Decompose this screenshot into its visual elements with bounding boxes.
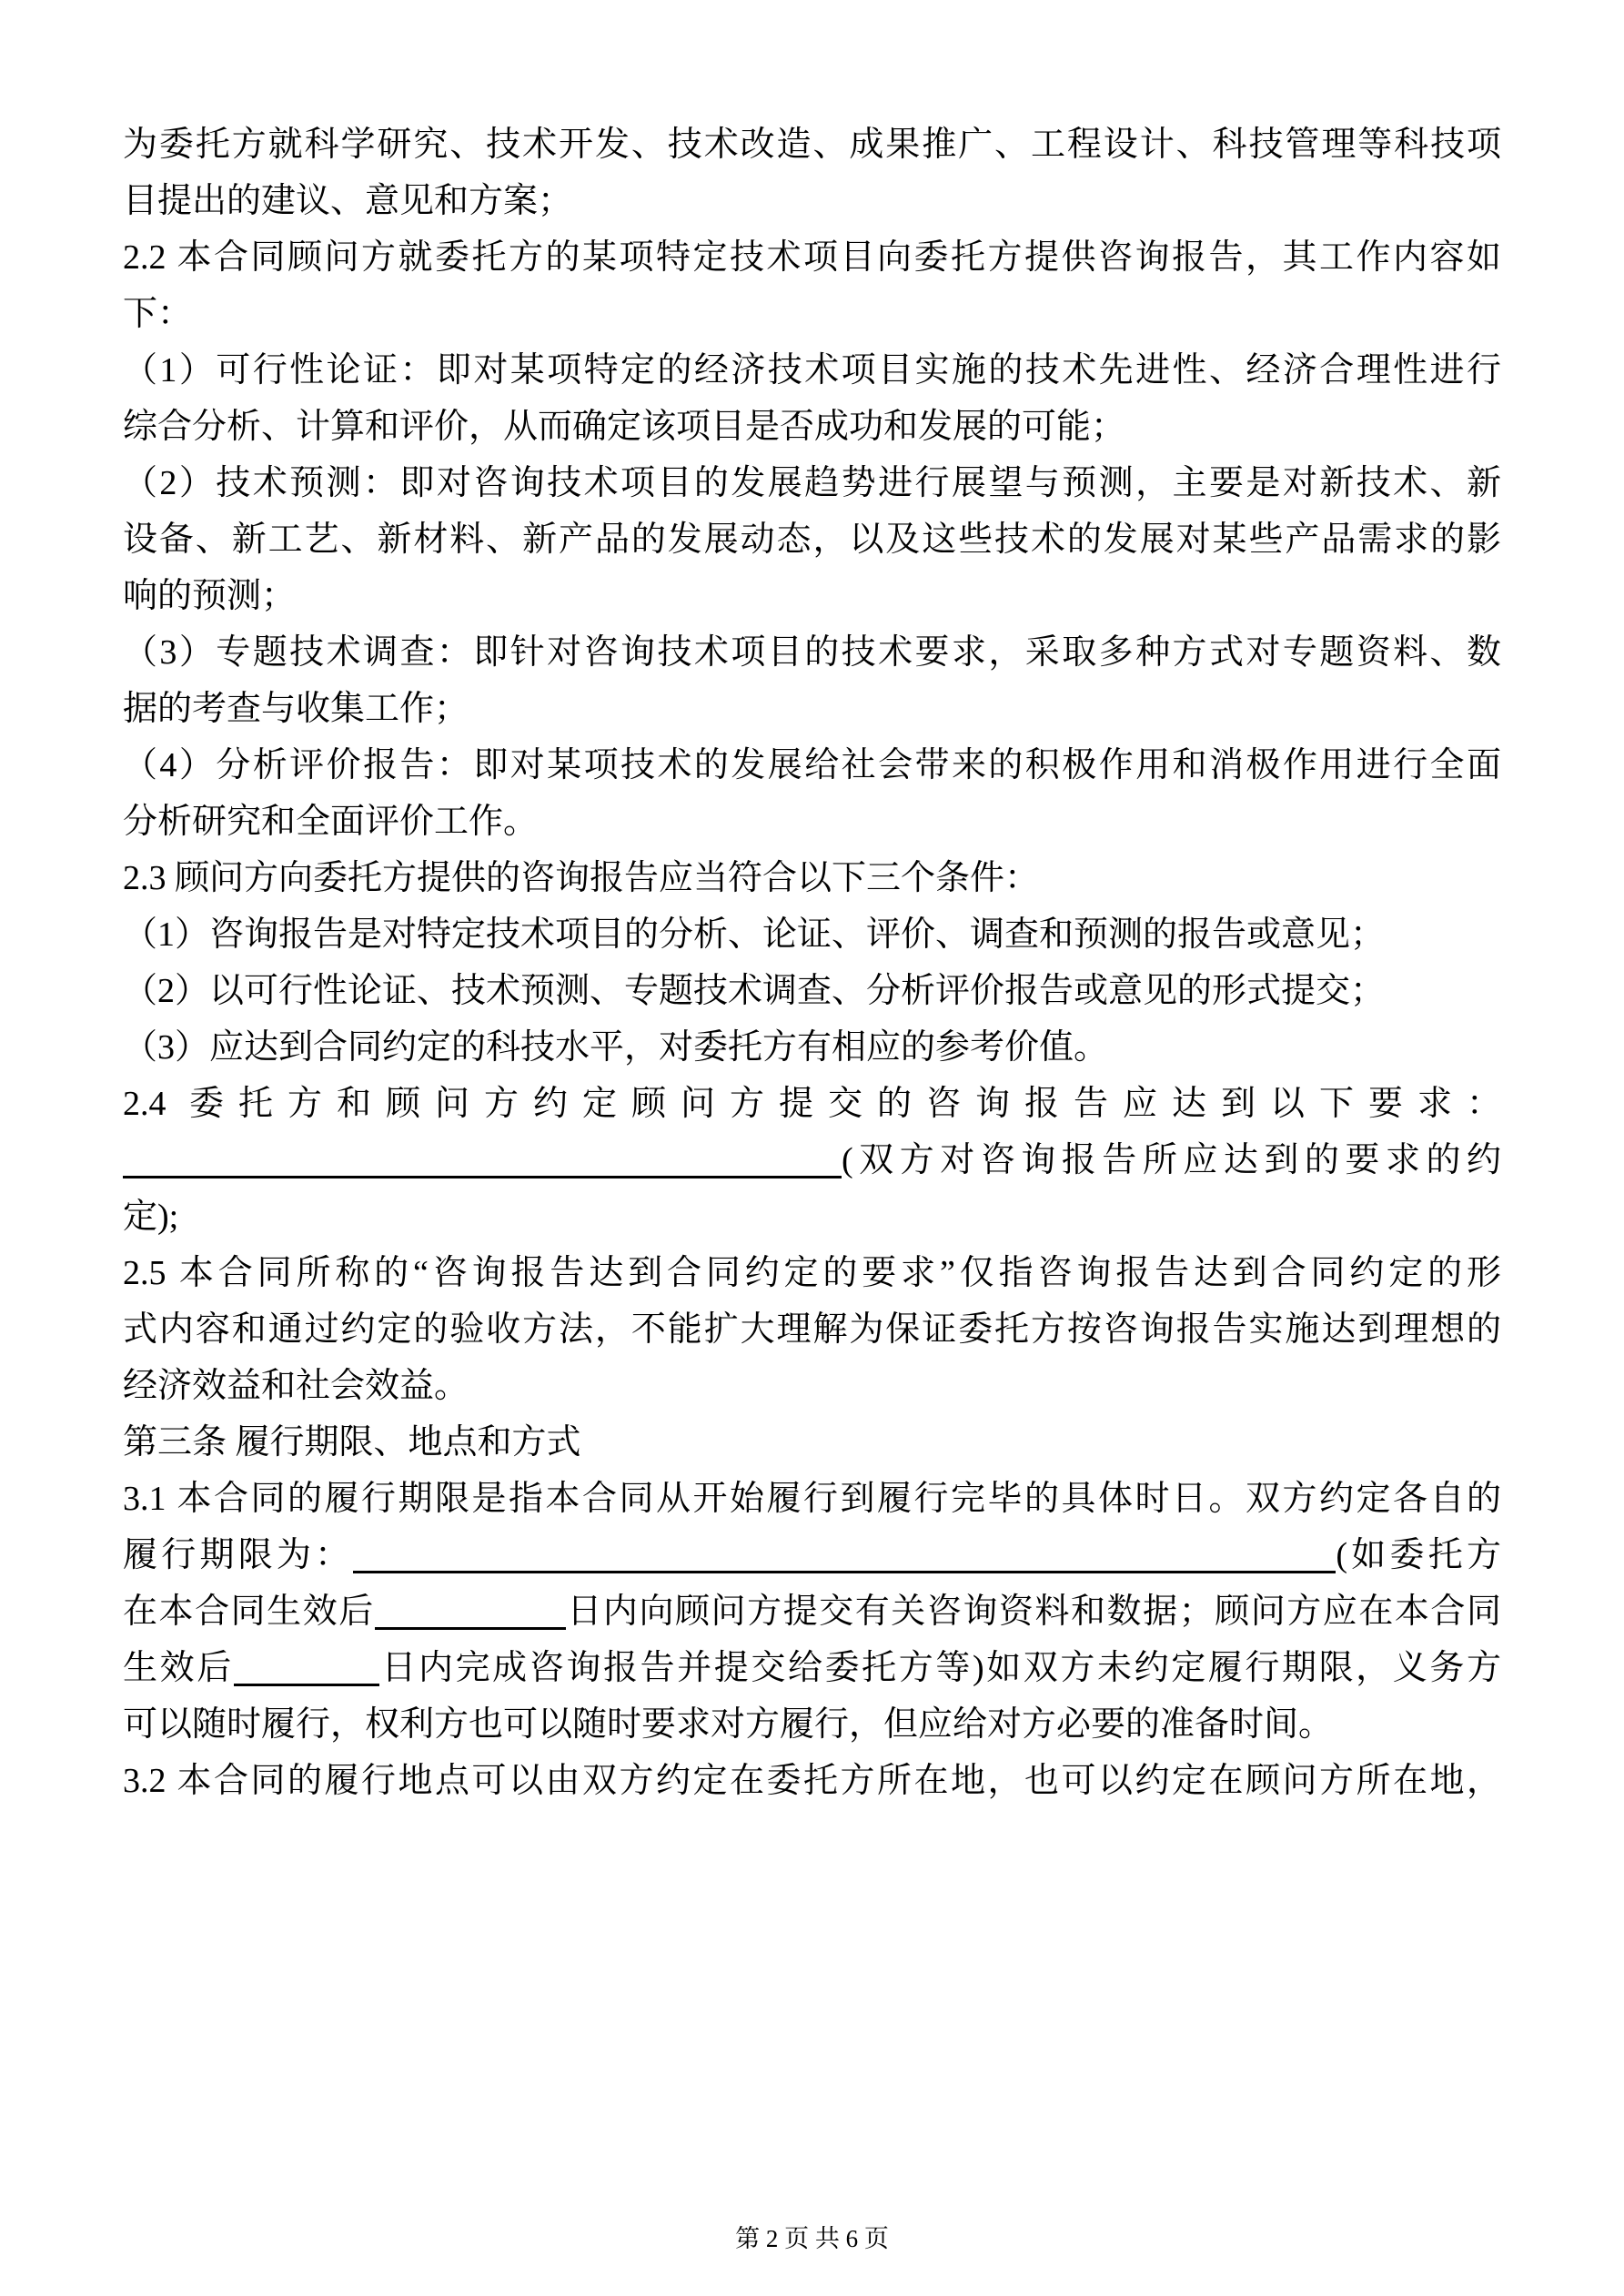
- document-line: [123, 1358, 1501, 1414]
- text-run: 日内完成咨询报告并提交给委托方等)如双方未约定履行期限，义务方: [378, 1649, 1501, 1687]
- text-run: 据的考查与收集工作；: [123, 690, 469, 728]
- text-run: 生效后: [123, 1649, 234, 1687]
- text-run: （2）以可行性论证、技术预测、专题技术调查、分析评价报告或意见的形式提交；: [123, 972, 1386, 1010]
- text-run: 分析研究和全面评价工作。: [123, 803, 539, 841]
- text-run: （4）分析评价报告：即对某项技术的发展给社会带来的积极作用和消极作用进行全面: [123, 746, 1501, 784]
- document-line: [123, 116, 1501, 173]
- text-run: 式内容和通过约定的验收方法，不能扩大理解为保证委托方按咨询报告实施达到理想的: [123, 1310, 1501, 1349]
- document-line: [123, 455, 1501, 511]
- document-line: [123, 794, 1501, 850]
- document-line: [123, 1132, 1501, 1188]
- text-run: (双方对咨询报告所应达到的要求的约: [842, 1141, 1501, 1179]
- document-line: [123, 173, 1501, 229]
- document-line: [123, 963, 1501, 1019]
- text-run: 第三条 履行期限、地点和方式: [123, 1423, 581, 1462]
- fill-in-blank: [353, 1568, 1336, 1573]
- text-run: （3）应达到合同约定的科技水平，对委托方有相应的参考价值。: [123, 1028, 1109, 1067]
- text-run: 2.4 委托方和顾问方约定顾问方提交的咨询报告应达到以下要求：: [123, 1085, 1501, 1123]
- text-run: （3）专题技术调查：即针对咨询技术项目的技术要求，采取多种方式对专题资料、数: [123, 633, 1501, 672]
- document-line: [123, 568, 1501, 624]
- fill-in-blank: [234, 1681, 379, 1686]
- document-line: [123, 681, 1501, 737]
- text-run: 2.5 本合同所称的“咨询报告达到合同约定的要求”仅指咨询报告达到合同约定的形: [123, 1254, 1501, 1292]
- text-run: 可以随时履行，权利方也可以随时要求对方履行，但应给对方必要的准备时间。: [123, 1705, 1334, 1744]
- document-line: [123, 1019, 1501, 1076]
- text-run: 为委托方就科学研究、技术开发、技术改造、成果推广、工程设计、科技管理等科技项: [123, 126, 1501, 164]
- text-run: （1）可行性论证：即对某项特定的经济技术项目实施的技术先进性、经济合理性进行: [123, 351, 1501, 389]
- document-line: [123, 850, 1501, 906]
- text-run: 在本合同生效后: [123, 1593, 375, 1631]
- fill-in-blank: [375, 1624, 566, 1630]
- document-line: [123, 1188, 1501, 1245]
- text-run: 综合分析、计算和评价，从而确定该项目是否成功和发展的可能；: [123, 408, 1126, 446]
- text-run: 经济效益和社会效益。: [123, 1367, 469, 1405]
- document-line: [123, 511, 1501, 568]
- text-run: 3.2 本合同的履行地点可以由双方约定在委托方所在地，也可以约定在顾问方所在地，: [123, 1762, 1501, 1800]
- page-number-footer: 第 2 页 共 6 页: [735, 2225, 889, 2252]
- text-run: 2.3 顾问方向委托方提供的咨询报告应当符合以下三个条件：: [123, 859, 1040, 897]
- text-run: （1）咨询报告是对特定技术项目的分析、论证、评价、调查和预测的报告或意见；: [123, 915, 1386, 954]
- document-line: [123, 1245, 1501, 1301]
- document-line: [123, 1301, 1501, 1358]
- fill-in-blank: [123, 1173, 842, 1178]
- text-run: 2.2 本合同顾问方就委托方的某项特定技术项目向委托方提供咨询报告，其工作内容如: [123, 238, 1501, 277]
- text-run: 目提出的建议、意见和方案；: [123, 182, 573, 220]
- text-run: 日内向顾问方提交有关咨询资料和数据；顾问方应在本合同: [565, 1593, 1501, 1631]
- document-line: [123, 1753, 1501, 1809]
- text-run: （2）技术预测：即对咨询技术项目的发展趋势进行展望与预测，主要是对新技术、新: [123, 464, 1501, 502]
- document-line: [123, 624, 1501, 681]
- text-run: 定);: [123, 1198, 179, 1236]
- document-line: [123, 286, 1501, 342]
- text-run: 响的预测；: [123, 577, 297, 615]
- document-line: [123, 342, 1501, 399]
- document-line: [123, 1414, 1501, 1471]
- document-line: [123, 1471, 1501, 1527]
- text-run: 3.1 本合同的履行期限是指本合同从开始履行到履行完毕的具体时日。双方约定各自的: [123, 1480, 1501, 1518]
- document-line: [123, 229, 1501, 286]
- document-line: [123, 1583, 1501, 1640]
- document-line: [123, 399, 1501, 455]
- document-body: [123, 116, 1501, 1809]
- document-line: [123, 1640, 1501, 1696]
- document-line: [123, 1076, 1501, 1132]
- document-line: [123, 1527, 1501, 1583]
- text-run: 下：: [123, 295, 193, 333]
- text-run: 设备、新工艺、新材料、新产品的发展动态，以及这些技术的发展对某些产品需求的影: [123, 521, 1501, 559]
- document-line: [123, 906, 1501, 963]
- document-line: [123, 1696, 1501, 1753]
- text-run: 履行期限为：: [123, 1536, 354, 1574]
- document-line: [123, 737, 1501, 794]
- text-run: (如委托方: [1336, 1536, 1501, 1574]
